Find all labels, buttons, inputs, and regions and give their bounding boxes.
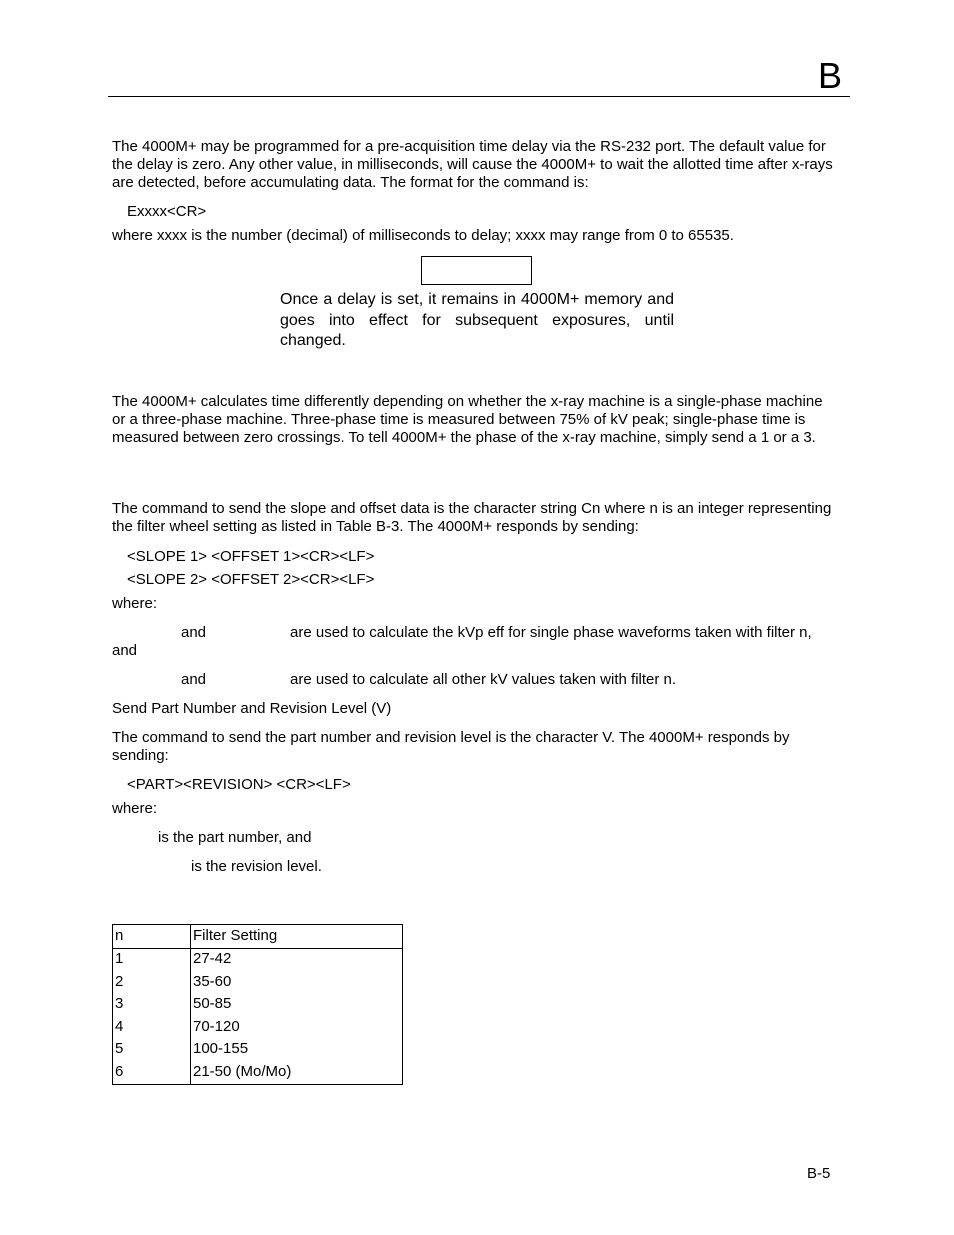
version-where-label: where: (112, 800, 158, 817)
slope-response-2: <SLOPE 2> <OFFSET 2><CR><LF> (127, 571, 375, 588)
table-row (113, 949, 403, 972)
table-cell: 70-120 (193, 1017, 240, 1035)
table-cell: 50-85 (193, 995, 232, 1012)
table-cell: 35-60 (193, 972, 232, 990)
table-row (113, 994, 403, 1017)
table-row (113, 1017, 403, 1040)
table-cell: 21-50 (Mo/Mo) (193, 1062, 292, 1080)
table-cell: 5 (113, 1039, 191, 1062)
table-row (113, 972, 403, 995)
slope-def2-text: are used to calculate all other kV values taken with filter n. (290, 671, 677, 688)
table-cell: 100-155 (193, 1040, 249, 1057)
version-paragraph: The command to send the part number and revision level is the character V. The 4000M+ responds by sending: (112, 729, 790, 764)
table-header-row (113, 925, 403, 949)
phase-paragraph: The 4000M+ calculates time differently depending on whether the x-ray machine is a single-phase machine or a three-phase machine. Three-phase time is measured between 75% of kV peak; single-phase time is measured between zero crossings. To tell 4000M+ the phase of the x-ray machine, simply send a 1 or a 3. (112, 393, 823, 446)
table-header-cell: n (113, 925, 191, 949)
delay-command: Exxxx<CR> (127, 203, 207, 220)
table-cell: 3 (113, 994, 191, 1017)
version-heading: Send Part Number and Revision Level (V) (112, 700, 392, 717)
table-cell: 1 (113, 949, 191, 972)
table-cell: 27-42 (193, 950, 232, 967)
table-cell: 4 (113, 1017, 191, 1040)
version-response: <PART><REVISION> <CR><LF> (127, 776, 351, 793)
slope-def1-text: are used to calculate the kVp eff for single phase waveforms taken with filter n, (290, 624, 812, 641)
slope-def1-and: and (181, 624, 207, 641)
table-cell: 2 (113, 972, 191, 995)
note-text: Once a delay is set, it remains in 4000M+ memory and goes into effect for subsequent exposures, until changed. (280, 291, 674, 349)
table-cell: 6 (113, 1062, 191, 1085)
header-rule (108, 96, 850, 97)
table-row (113, 1062, 403, 1085)
slope-paragraph: The command to send the slope and offset data is the character string Cn where n is an integer representing the filter wheel setting as listed in Table B-3. The 4000M+ responds by sending: (112, 500, 832, 535)
page-number: B-5 (807, 1165, 831, 1182)
table-row (113, 1039, 403, 1062)
version-def-part: is the part number, and (158, 829, 312, 846)
slope-def2-and: and (181, 671, 207, 688)
delay-where-text: where xxxx is the number (decimal) of milliseconds to delay; xxxx may range from 0 to 65535. (112, 227, 734, 244)
note-label-box (421, 256, 532, 285)
table-header-cell: Filter Setting (191, 925, 403, 949)
chapter-letter: B (817, 55, 842, 96)
slope-response-1: <SLOPE 1> <OFFSET 1><CR><LF> (127, 548, 375, 565)
delay-paragraph: The 4000M+ may be programmed for a pre-acquisition time delay via the RS-232 port. The default value for the delay is zero. Any other value, in milliseconds, will cause the 4000M+ to wait the allotted time after x-rays are detected, before accumulating data. The format for the command is: (112, 138, 833, 191)
version-def-revision: is the revision level. (191, 858, 322, 875)
filter-setting-table (112, 924, 403, 1085)
slope-def1-trailing: and (112, 642, 138, 659)
slope-where-label: where: (112, 595, 158, 612)
